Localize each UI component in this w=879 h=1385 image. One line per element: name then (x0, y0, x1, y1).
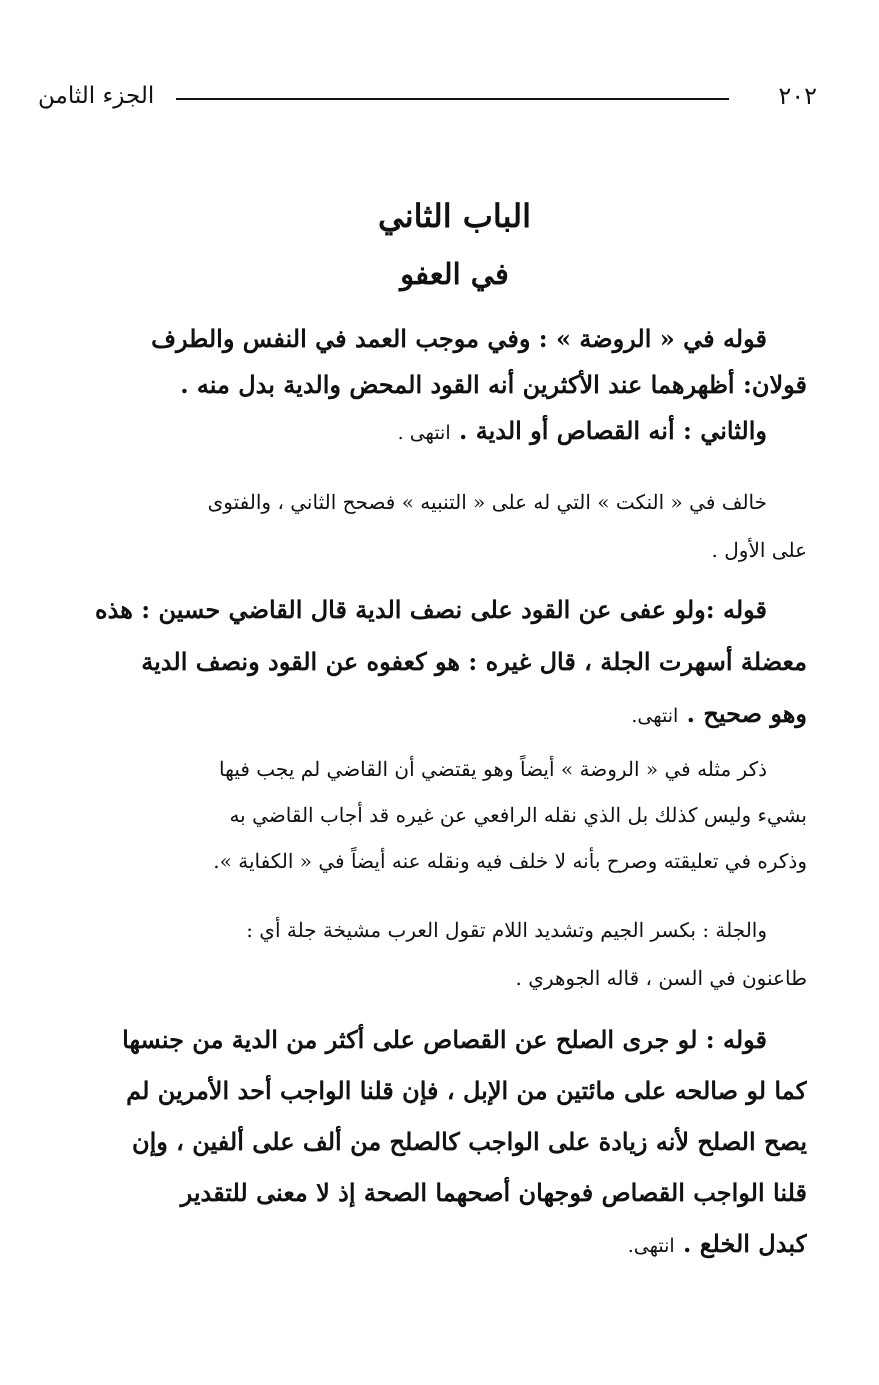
page-number: ٢٠٢ (778, 82, 817, 110)
text-line: قوله :ولو عفى عن القود على نصف الدية قال القاضي حسين : هذه (95, 595, 767, 624)
text-segment: كبدل الخلع . (683, 1229, 807, 1258)
commentary-paragraph (36, 746, 807, 884)
text-line: قوله في « الروضة » : وفي موجب العمد في النفس والطرف (151, 324, 767, 353)
text-line: قوله : لو جرى الصلح عن القصاص على أكثر من الدية من جنسها (122, 1025, 767, 1054)
running-header (38, 78, 817, 118)
text-line: بشيء وليس كذلك بل الذي نقله الرافعي عن غيره قد أجاب القاضي به (229, 803, 807, 827)
quote-paragraph (36, 316, 807, 456)
text-line: والجلة : بكسر الجيم وتشديد اللام تقول العرب مشيخة جلة أي : (246, 918, 767, 942)
chapter-subtitle: في العفو (400, 257, 509, 291)
text-line (36, 408, 807, 456)
text-line: قولان: أظهرهما عند الأكثرين أنه القود المحض والدية بدل منه . (180, 370, 807, 399)
text-line: ذكر مثله في « الروضة » أيضاً وهو يقتضي أن القاضي لم يجب فيها (219, 757, 767, 781)
text-line: وذكره في تعليقته وصرح بأنه لا خلف فيه ونقله عنه أيضاً في « الكفاية ». (213, 849, 807, 873)
quote-paragraph (36, 584, 807, 742)
end-marker: انتهى . (397, 422, 451, 444)
end-marker: انتهى. (631, 705, 679, 727)
part-title: الجزء الثامن (38, 83, 155, 109)
commentary-paragraph (36, 906, 807, 1002)
text-segment: وهو صحيح . (686, 699, 807, 728)
chapter-title: الباب الثاني (378, 197, 531, 235)
text-segment: والثاني : أنه القصاص أو الدية . (458, 416, 767, 445)
end-marker: انتهى. (627, 1235, 675, 1257)
text-line: خالف في « النكت » التي له على « التنبيه » فصحح الثاني ، والفتوى (207, 490, 767, 514)
text-line (36, 688, 807, 742)
text-line: يصح الصلح لأنه زيادة على الواجب كالصلح من ألف على ألفين ، وإن (131, 1127, 807, 1156)
header-rule (176, 98, 729, 100)
text-line: قلنا الواجب القصاص فوجهان أصحهما الصحة إذ لا معنى للتقدير (180, 1178, 807, 1207)
text-line: طاعنون في السن ، قاله الجوهري . (515, 966, 807, 990)
quote-paragraph (36, 1014, 807, 1272)
text-line: معضلة أسهرت الجلة ، قال غيره : هو كعفوه عن القود ونصف الدية (141, 647, 807, 676)
text-line: كما لو صالحه على مائتين من الإبل ، فإن قلنا الواجب أحد الأمرين لم (126, 1076, 807, 1105)
text-line (36, 1218, 807, 1272)
text-line: على الأول . (711, 538, 807, 562)
commentary-paragraph (36, 478, 807, 574)
